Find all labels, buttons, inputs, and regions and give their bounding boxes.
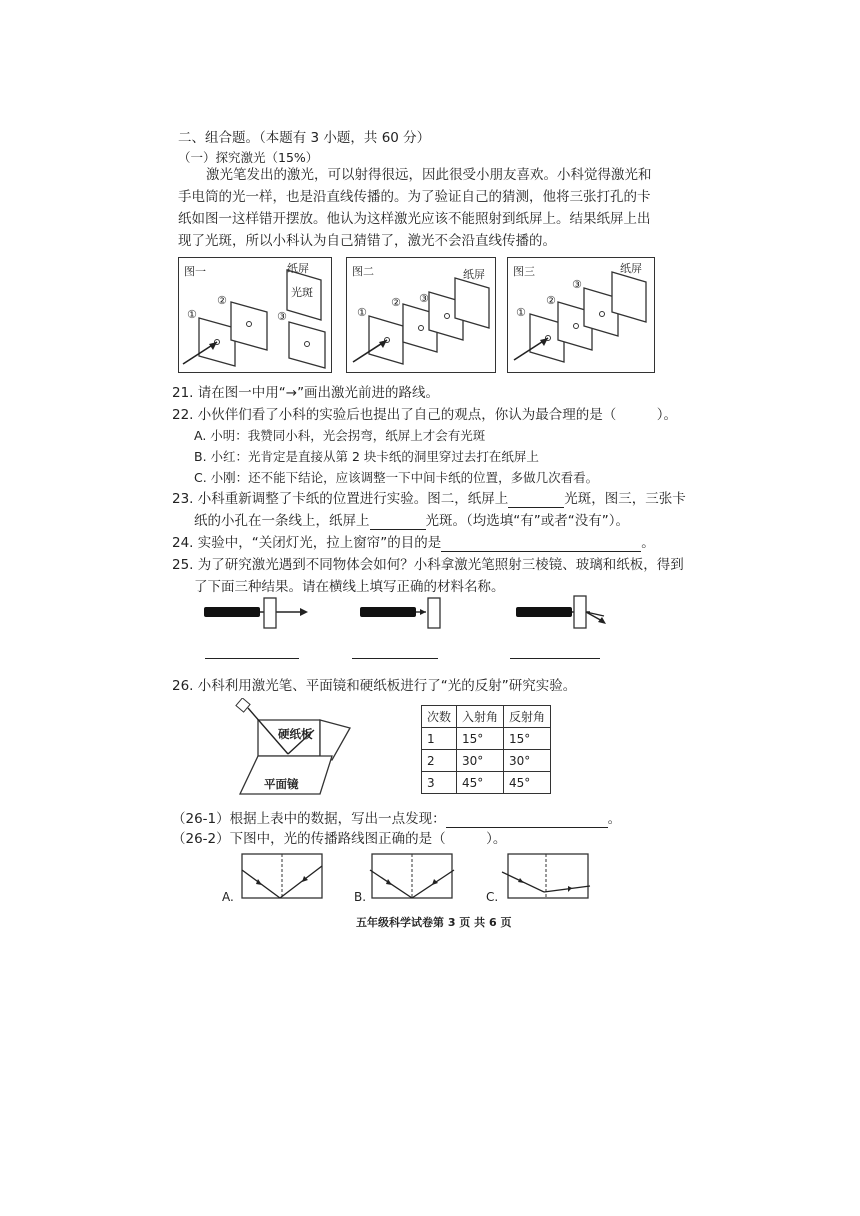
- figure-3-label-2: ②: [546, 294, 556, 307]
- figure-3-label-3: ③: [572, 278, 582, 291]
- question-23-part-3: 纸的小孔在一条线上，纸屏上: [194, 513, 370, 529]
- question-21: 21. 请在图一中用“→”画出激光前进的路线。: [172, 385, 440, 401]
- page-footer: 五年级科学试卷第 3 页 共 6 页: [356, 916, 512, 929]
- angle-table: [421, 705, 551, 794]
- question-23-line-1: [172, 490, 686, 508]
- mirror-label: 平面镜: [264, 777, 299, 791]
- figure-1-label-2: ②: [217, 294, 227, 307]
- figure-2-label-2: ②: [391, 296, 401, 309]
- intro-paragraph: 激光笔发出的激光，可以射得很远，因此很受小朋友喜欢。小科觉得激光和手电筒的光一样，也是沿直线传播的。为了验证自己的猜测，他将三张打孔的卡纸如图一这样错开摆放。他认为这样激光应该不能照射到纸屏上。结果纸屏上出现了光斑，所以小科认为自己猜错了，激光不会沿直线传播的。: [178, 167, 652, 249]
- figure-1-spot-label: 光斑: [291, 286, 313, 299]
- figure-3-screen-label: 纸屏: [620, 262, 642, 275]
- table-cell: 15°: [504, 728, 551, 750]
- question-26-1-end: 。: [607, 811, 622, 827]
- table-header: 反射角: [504, 706, 551, 728]
- question-23-blank-2[interactable]: [370, 515, 426, 530]
- question-24-text: 24. 实验中，“关闭灯光，拉上窗帘”的目的是: [172, 535, 442, 551]
- table-cell: 1: [422, 728, 457, 750]
- option-b-label: B.: [354, 890, 367, 904]
- question-25-line-1: 25. 为了研究激光遇到不同物体会如何？小科拿激光笔照射三棱镜、玻璃和纸板，得到: [172, 557, 684, 573]
- figure-1-title: 图一: [184, 265, 206, 278]
- figure-3: [507, 257, 655, 373]
- q25-answer-line-2[interactable]: [352, 658, 438, 659]
- figure-3-label-1: ①: [516, 306, 526, 319]
- figure-2-label-3: ③: [419, 292, 429, 305]
- q25-answer-line-3[interactable]: [510, 658, 600, 659]
- option-b-diagram[interactable]: [368, 852, 460, 902]
- table-header-row: [422, 706, 551, 728]
- question-23-blank-1[interactable]: [508, 493, 564, 508]
- table-row: [422, 750, 551, 772]
- question-23-line-2: [194, 512, 629, 530]
- question-25-line-2: 了下面三种结果。请在横线上填写正确的材料名称。: [194, 579, 505, 595]
- option-a-diagram[interactable]: [240, 852, 330, 902]
- sub-heading: （一）探究激光（15%）: [178, 150, 319, 165]
- question-26-1-blank[interactable]: [446, 813, 608, 828]
- laser-result-2: [360, 598, 440, 628]
- figure-1-label-3: ③: [277, 310, 287, 323]
- question-26-1: [172, 810, 621, 828]
- question-23-part-2: 光斑，图三，三张卡: [564, 491, 686, 507]
- table-cell: 45°: [457, 772, 504, 794]
- question-24-end: 。: [641, 535, 655, 551]
- question-24-blank[interactable]: [441, 537, 641, 552]
- laser-result-1: [204, 598, 308, 628]
- table-header: 入射角: [457, 706, 504, 728]
- figure-2: [346, 257, 496, 373]
- option-a-label: A.: [222, 890, 234, 904]
- question-26-1-text: （26-1）根据上表中的数据，写出一点发现：: [172, 811, 446, 827]
- option-c-diagram[interactable]: [500, 852, 594, 902]
- figure-3-title: 图三: [513, 265, 535, 278]
- laser-result-3: [516, 596, 606, 628]
- figure-2-screen-label: 纸屏: [463, 268, 485, 281]
- question-22-option-a: A. 小明：我赞同小科，光会拐弯，纸屏上才会有光斑: [194, 428, 486, 443]
- table-header: 次数: [422, 706, 457, 728]
- section-heading: 二、组合题。（本题有 3 小题，共 60 分）: [178, 130, 431, 146]
- figure-2-label-1: ①: [357, 306, 367, 319]
- figure-2-title: 图二: [352, 265, 374, 278]
- board-label: 硬纸板: [278, 727, 313, 741]
- figure-1: [178, 257, 332, 373]
- question-22-option-c: C. 小刚：还不能下结论，应该调整一下中间卡纸的位置，多做几次看看。: [194, 470, 599, 485]
- table-cell: 30°: [504, 750, 551, 772]
- question-23-part-1: 23. 小科重新调整了卡纸的位置进行实验。图二，纸屏上: [172, 491, 509, 507]
- q25-answer-line-1[interactable]: [205, 658, 299, 659]
- table-row: [422, 728, 551, 750]
- question-24: [172, 534, 655, 552]
- question-26-2: （26-2）下图中，光的传播路线图正确的是（ ）。: [172, 831, 507, 847]
- table-cell: 3: [422, 772, 457, 794]
- option-c-label: C.: [486, 890, 499, 904]
- question-23-part-4: 光斑。（均选填“有”或者“没有”）。: [425, 513, 629, 529]
- table-row: [422, 772, 551, 794]
- question-22-stem: 22. 小伙伴们看了小科的实验后也提出了自己的观点，你认为最合理的是（ ）。: [172, 407, 678, 423]
- table-cell: 2: [422, 750, 457, 772]
- figure-1-label-1: ①: [187, 308, 197, 321]
- q25-laser-results: [190, 588, 620, 638]
- question-26-stem: 26. 小科利用激光笔、平面镜和硬纸板进行了“光的反射”研究实验。: [172, 678, 577, 694]
- question-22-option-b: B. 小红：光肯定是直接从第 2 块卡纸的洞里穿过去打在纸屏上: [194, 449, 539, 464]
- table-cell: 15°: [457, 728, 504, 750]
- table-cell: 30°: [457, 750, 504, 772]
- figure-1-screen-label: 纸屏: [287, 262, 309, 275]
- table-cell: 45°: [504, 772, 551, 794]
